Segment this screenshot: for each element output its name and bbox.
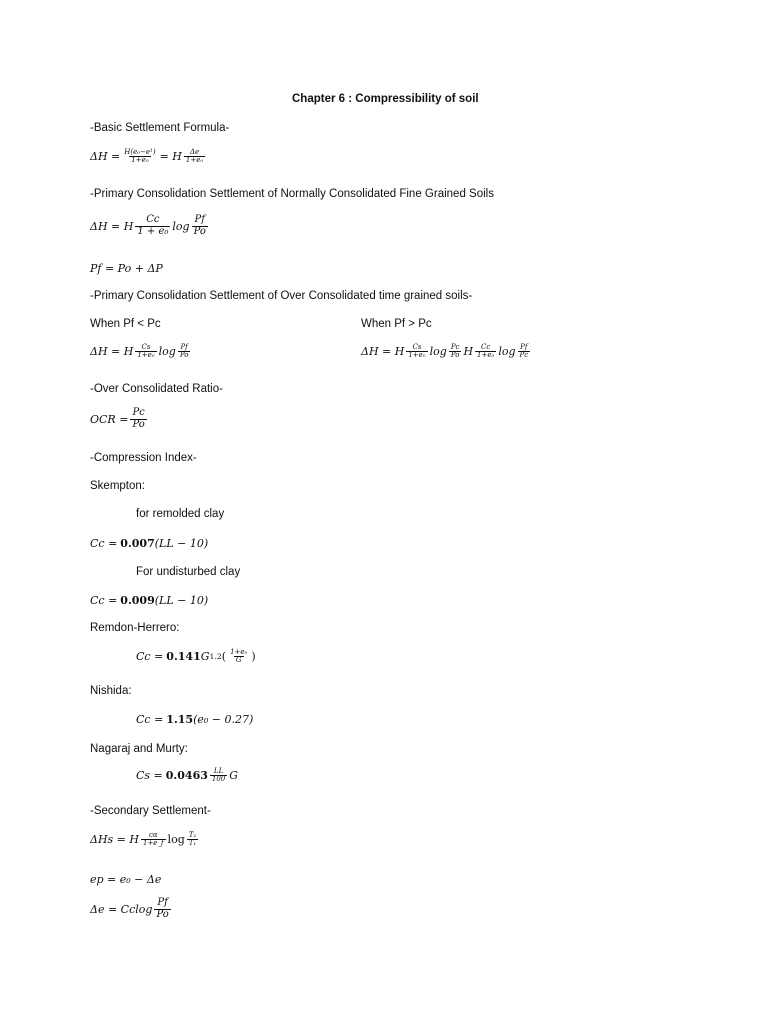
eq9-g: G: [200, 650, 210, 664]
eq4-fraction: [135, 344, 156, 360]
eq12-denominator: 1+e_f: [142, 839, 164, 848]
label-skempton: Skempton:: [90, 480, 145, 492]
equation-final-pressure: Pf = Po + ΔP: [90, 262, 163, 275]
equation-remdon-herrero: Cc = 0.141 G 1.2 ( $\frac{\text{1+e₀}}{G}$ ): [136, 648, 256, 665]
eq8-coefficient: 0.009: [120, 594, 155, 607]
eq5-numerator-4: Pf: [520, 343, 528, 351]
equation-oc-pf-lt-pc: [90, 344, 192, 360]
eq1-fraction: [122, 149, 157, 165]
eq12-numerator: cα: [148, 831, 158, 839]
eq10-coefficient: 1.15: [166, 713, 194, 726]
eq8-rhs: (LL − 10): [154, 594, 209, 607]
eq4-denominator: 1+e₀: [137, 351, 155, 360]
eq9-coefficient: 0.141: [166, 650, 201, 664]
eq4-fraction-2: [178, 344, 191, 360]
label-remdon-herrero: Remdon-Herrero:: [90, 622, 180, 634]
eq4-lhs: ΔH = H: [90, 345, 134, 359]
section-primary-oc: -Primary Consolidation Settlement of Over Consolidated time grained soils-: [90, 290, 473, 302]
eq9-denominator: G: [235, 656, 242, 665]
section-compression-index: -Compression Index-: [90, 452, 197, 464]
eq9-numerator: 1+e₀: [230, 648, 248, 656]
eq12-fraction: [141, 832, 166, 848]
section-primary-nc: -Primary Consolidation Settlement of Normally Consolidated Fine Grained Soils: [90, 188, 494, 200]
eq5-fraction: [406, 344, 427, 360]
equation-void-ratio: ep = e₀ − Δe: [90, 873, 162, 886]
eq4-denominator-2: Po: [179, 351, 189, 360]
eq5-denominator-3: 1+e₀: [477, 351, 495, 360]
eq2-log: log: [172, 219, 190, 233]
eq1-mid: = H: [159, 150, 182, 164]
equation-basic-settlement: [90, 149, 207, 165]
eq14-numerator: Pf: [157, 897, 168, 908]
eq10-rhs: (e₀ − 0.27): [193, 713, 254, 726]
eq5-numerator-2: Pc: [450, 343, 460, 351]
eq2-numerator-2: Pf: [194, 214, 205, 225]
equation-delta-e: [90, 898, 173, 920]
eq12-log: log: [167, 833, 185, 847]
eq11-g: G: [229, 769, 239, 783]
label-remolded-clay: for remolded clay: [136, 508, 225, 520]
equation-secondary-settlement: [90, 832, 200, 848]
eq2-lhs: ΔH = H: [90, 219, 134, 233]
eq5-denominator: 1+e₀: [408, 351, 426, 360]
eq6-fraction: [130, 408, 146, 430]
eq7-rhs: (LL − 10): [154, 537, 209, 550]
eq9-fraction: [228, 649, 249, 665]
eq5-fraction-3: [475, 344, 496, 360]
eq2-denominator-2: Po: [193, 225, 206, 237]
eq5-denominator-4: Pc: [519, 351, 529, 360]
eq5-log-2: log: [498, 345, 516, 359]
equation-skempton-undisturbed: [90, 594, 208, 607]
page-title: Chapter 6 : Compressibility of soil: [292, 93, 479, 105]
eq14-denominator: Po: [156, 908, 169, 920]
eq11-numerator: LL: [213, 767, 224, 775]
eq7-coefficient: 0.007: [120, 537, 155, 550]
eq9-exponent: 1.2: [209, 652, 222, 662]
eq9-lhs: Cc =: [136, 650, 164, 664]
eq11-lhs: Cs =: [136, 769, 163, 783]
eq2-fraction-2: [192, 215, 208, 237]
eq8-lhs: Cc =: [90, 594, 118, 607]
equation-nishida: [136, 713, 253, 726]
eq11-denominator: 100: [211, 775, 226, 784]
eq5-h: H: [463, 345, 474, 359]
eq1-denominator-2: 1+e₀: [185, 156, 204, 165]
equation-primary-nc: [90, 215, 210, 237]
equation-nagaraj-murty: [136, 768, 238, 784]
eq1-lhs: ΔH =: [90, 150, 121, 164]
eq5-numerator: Cs: [412, 343, 422, 351]
label-when-pf-gt-pc: When Pf > Pc: [361, 318, 432, 330]
eq1-numerator: H(e₀−e¹): [124, 148, 156, 156]
label-undisturbed-clay: For undisturbed clay: [136, 566, 241, 578]
eq4-numerator: Cs: [141, 343, 151, 351]
eq2-fraction: [135, 215, 170, 237]
eq12-denominator-2: T₁: [188, 839, 197, 848]
label-nishida: Nishida:: [90, 685, 132, 697]
eq12-numerator-2: T₂: [188, 831, 197, 839]
label-nagaraj-murty: Nagaraj and Murty:: [90, 743, 188, 755]
section-secondary-settlement: -Secondary Settlement-: [90, 805, 211, 817]
eq12-fraction-2: [187, 832, 198, 848]
eq10-lhs: Cc =: [136, 713, 164, 726]
eq6-numerator: Pc: [132, 407, 145, 418]
eq6-lhs: OCR =: [90, 412, 129, 426]
eq11-fraction: [210, 768, 227, 784]
eq5-lhs: ΔH = H: [361, 345, 405, 359]
eq5-fraction-2: [449, 344, 462, 360]
eq2-denominator: 1 + e₀: [137, 225, 169, 237]
eq11-coefficient: 0.0463: [165, 769, 208, 783]
eq5-numerator-3: Cc: [481, 343, 491, 351]
equation-ocr: [90, 408, 149, 430]
eq2-numerator: Cc: [146, 214, 160, 225]
eq5-log: log: [429, 345, 447, 359]
eq1-fraction-2: [184, 149, 205, 165]
eq1-numerator-2: Δe: [189, 148, 200, 156]
eq7-lhs: Cc =: [90, 537, 118, 550]
eq12-lhs: ΔHs = H: [90, 833, 139, 847]
label-when-pf-lt-pc: When Pf < Pc: [90, 318, 161, 330]
eq4-log: log: [158, 345, 176, 359]
equation-oc-pf-gt-pc: [361, 344, 532, 360]
eq14-fraction: [154, 898, 170, 920]
equation-skempton-remolded: [90, 537, 208, 550]
eq6-denominator: Po: [132, 418, 145, 430]
section-ocr: -Over Consolidated Ratio-: [90, 383, 223, 395]
eq4-numerator-2: Pf: [180, 343, 188, 351]
section-basic-settlement: -Basic Settlement Formula-: [90, 122, 230, 134]
eq14-lhs: Δe = Cclog: [90, 902, 153, 916]
eq1-denominator: 1+e₀: [131, 156, 149, 165]
eq5-denominator-2: Po: [450, 351, 460, 360]
eq5-fraction-4: [518, 344, 531, 360]
